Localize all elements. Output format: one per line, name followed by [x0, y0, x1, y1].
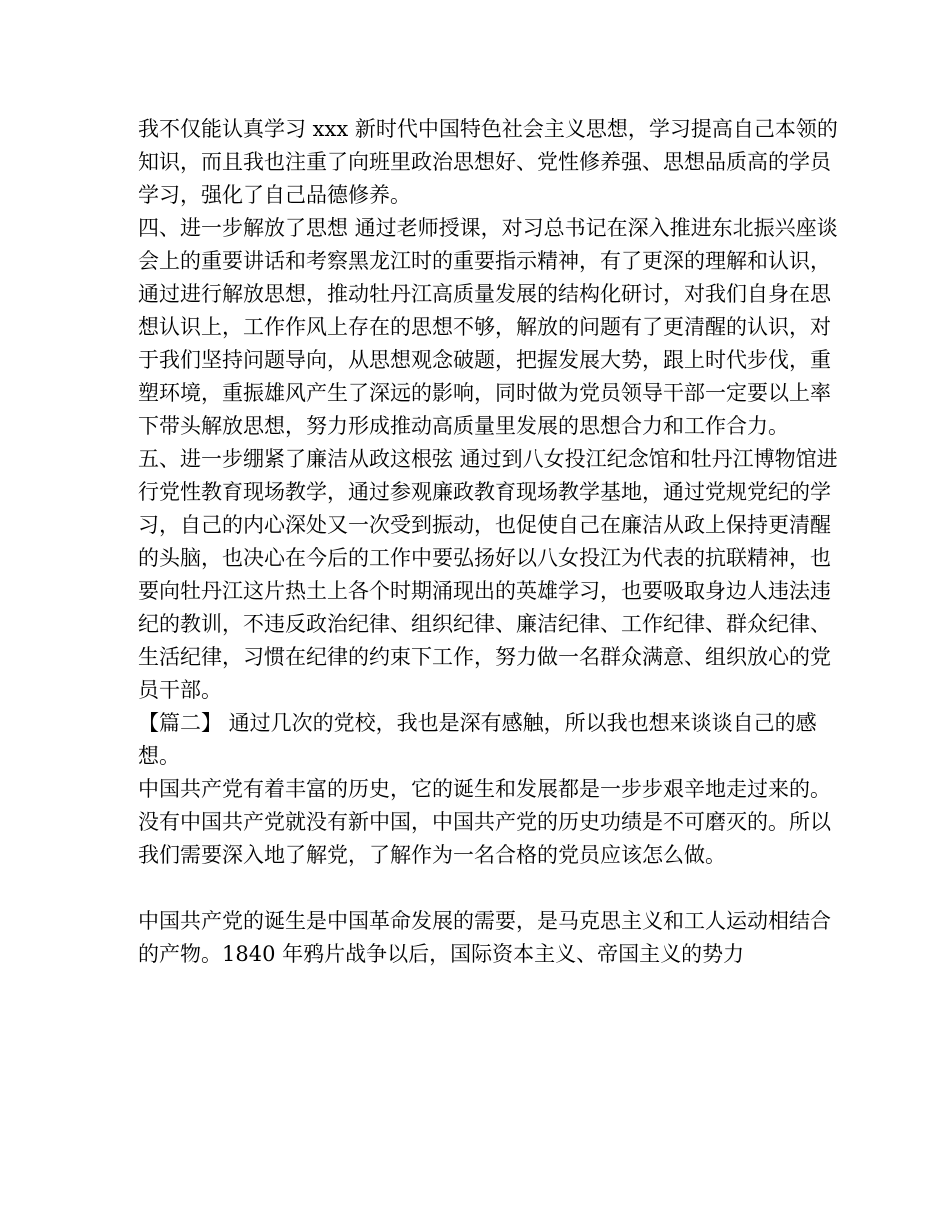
- paragraph-part-two-intro: 【篇二】 通过几次的党校，我也是深有感触，所以我也想来谈谈自己的感想。: [138, 711, 817, 768]
- paragraph-party-birth: 中国共产党的诞生是中国革命发展的需要，是马克思主义和工人运动相结合的产物。1840 年鸦片战争以后，国际资本主义、帝国主义的势力: [138, 909, 831, 966]
- paragraph-spacer: [138, 872, 838, 905]
- paragraph-party-history: 中国共产党有着丰富的历史，它的诞生和发展都是一步步艰辛地走过来的。没有中国共产党就没有新中国，中国共产党的历史功绩是不可磨灭的。所以我们需要深入地了解党，了解作为一名合格的党员应该怎么做。: [138, 777, 831, 867]
- paragraph-section-five: 五、进一步绷紧了廉洁从政这根弦 通过到八女投江纪念馆和牡丹江博物馆进行党性教育现场教学，通过参观廉政教育现场教学基地，通过党规党纪的学习，自己的内心深处又一次受到振动，也促使自己在廉洁从政上保持更清醒的头脑，也决心在今后的工作中要弘扬好以八女投江为代表的抗联精神，也要向牡丹江这片热土上各个时期涌现出的英雄学习，也要吸取身边人违法违纪的教训，不违反政治纪律、组织纪律、廉洁纪律、工作纪律、群众纪律、生活纪律，习惯在纪律的约束下工作，努力做一名群众满意、组织放心的党员干部。: [138, 447, 838, 702]
- paragraph-section-four: 四、进一步解放了思想 通过老师授课，对习总书记在深入推进东北振兴座谈会上的重要讲话和考察黑龙江时的重要指示精神，有了更深的理解和认识，通过进行解放思想，推动牡丹江高质量发展的结构化研讨，对我们自身在思想认识上，工作作风上存在的思想不够，解放的问题有了更清醒的认识，对于我们坚持问题导向，从思想观念破题，把握发展大势，跟上时代步伐，重塑环境，重振雄风产生了深远的影响，同时做为党员领导干部一定要以上率下带头解放思想，努力形成推动高质量里发展的思想合力和工作合力。: [138, 216, 838, 438]
- paragraph-study-thought: 我不仅能认真学习 xxx 新时代中国特色社会主义思想，学习提高自己本领的知识，而且我也注重了向班里政治思想好、党性修养强、思想品质高的学员学习，强化了自己品德修养。: [138, 117, 838, 207]
- document-body: [138, 113, 838, 971]
